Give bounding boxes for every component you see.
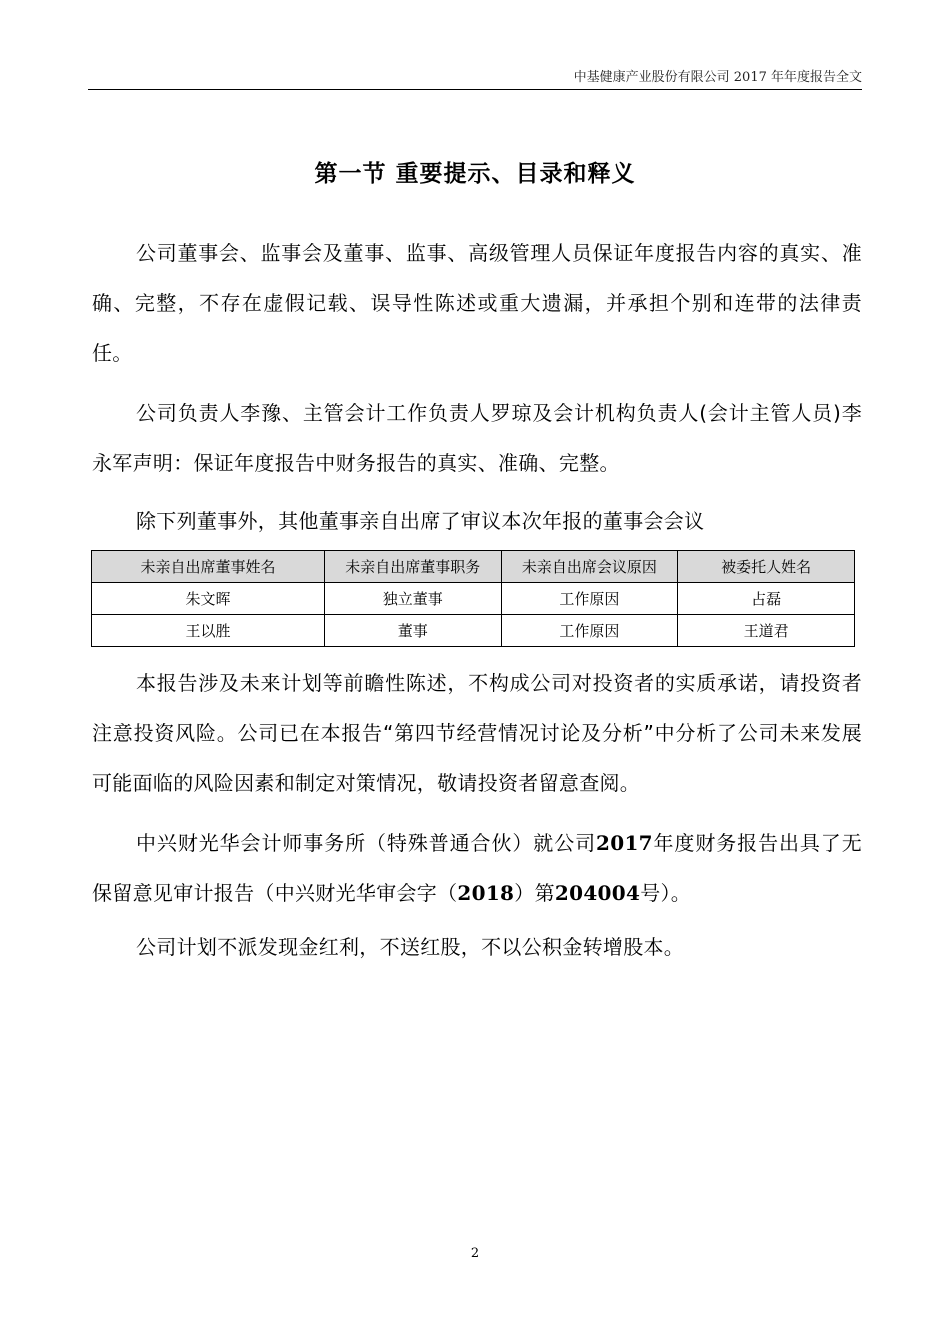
audit-text-part: ）第 <box>514 881 555 905</box>
table-cell: 董事 <box>324 615 501 647</box>
table-row <box>92 583 855 615</box>
column-header: 被委托人姓名 <box>678 551 855 583</box>
table-row <box>92 615 855 647</box>
section-title: 第一节 重要提示、目录和释义 <box>314 161 636 187</box>
audit-text-part: 号）。 <box>640 881 692 905</box>
table-cell: 王道君 <box>678 615 855 647</box>
paragraph-board-guarantee: 公司董事会、监事会及董事、监事、高级管理人员保证年度报告内容的真实、准确、完整，不存在虚假记载、误导性陈述或重大遗漏，并承担个别和连带的法律责任。 <box>92 241 862 365</box>
paragraph-dividend-plan: 公司计划不派发现金红利，不送红股，不以公积金转增股本。 <box>136 935 685 959</box>
column-header: 未亲自出席董事职务 <box>324 551 501 583</box>
paragraph-forward-looking-risk: 本报告涉及未来计划等前瞻性陈述，不构成公司对投资者的实质承诺，请投资者注意投资风险。公司已在本报告“第四节经营情况讨论及分析”中分析了公司未来发展可能面临的风险因素和制定对策情况，敬请投资者留意查阅。 <box>92 671 862 795</box>
paragraph-absent-directors-intro: 除下列董事外，其他董事亲自出席了审议本次年报的董事会会议 <box>136 509 705 533</box>
paragraph-responsible-persons-statement: 公司负责人李豫、主管会计工作负责人罗琼及会计机构负责人(会计主管人员)李永军声明：保证年度报告中财务报告的真实、准确、完整。 <box>92 401 862 475</box>
table-cell: 工作原因 <box>501 615 678 647</box>
table-cell: 独立董事 <box>324 583 501 615</box>
table-cell: 工作原因 <box>501 583 678 615</box>
audit-report-year: 2018 <box>457 881 515 905</box>
table-header-row <box>92 551 855 583</box>
audit-text-part: 年度财务报告出具了无保留意见审计报告（中兴财光华审会字（ <box>92 831 863 905</box>
audit-fiscal-year: 2017 <box>596 831 653 855</box>
table-cell: 占磊 <box>678 583 855 615</box>
document-header: 中基健康产业股份有限公司 2017 年年度报告全文 <box>573 70 862 85</box>
column-header: 未亲自出席董事姓名 <box>92 551 325 583</box>
paragraph-audit-opinion <box>92 818 862 918</box>
audit-report-number: 204004 <box>554 881 641 905</box>
audit-text-part: 中兴财光华会计师事务所（特殊普通合伙）就公司 <box>136 831 597 855</box>
column-header: 未亲自出席会议原因 <box>501 551 678 583</box>
table-cell: 王以胜 <box>92 615 325 647</box>
header-divider <box>88 89 862 90</box>
table-cell: 朱文晖 <box>92 583 325 615</box>
page-number: 2 <box>470 1246 480 1261</box>
absent-directors-table <box>91 550 855 647</box>
